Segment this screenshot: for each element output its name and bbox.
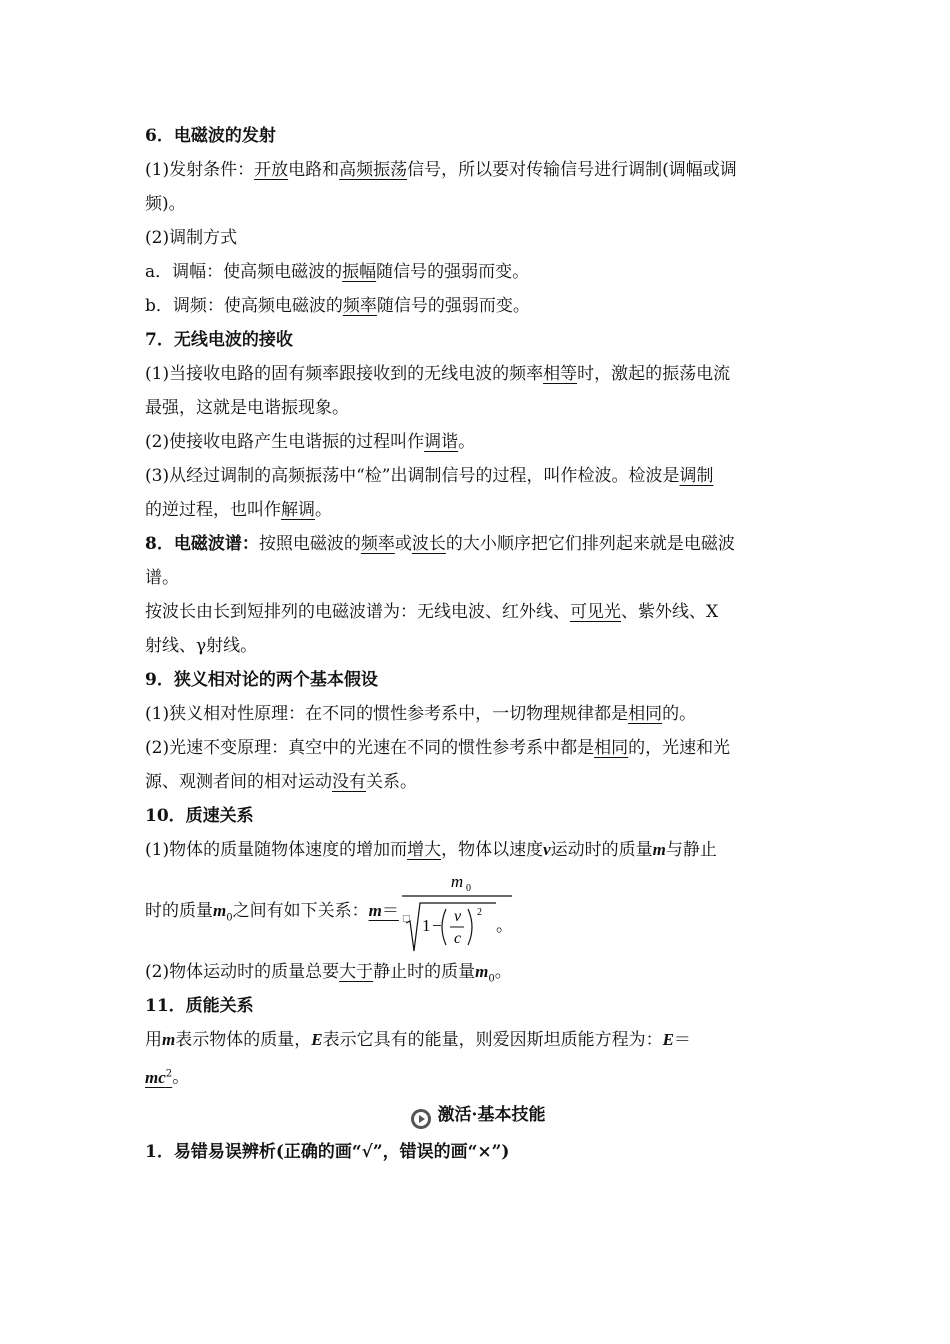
s6-item-a: a．调幅：使高频电磁波的振幅随信号的强弱而变。	[145, 262, 530, 282]
formula-end: 。	[496, 916, 513, 936]
s8-para2-cont: 射线、γ射线。	[145, 636, 258, 656]
s7-para1-cont: 最强，这就是电谐振现象。	[145, 398, 349, 418]
s9-para1: (1)狭义相对性原理：在不同的惯性参考系中，一切物理规律都是相同的。	[145, 704, 697, 724]
s6-para1: (1)发射条件：开放电路和高频振荡信号，所以要对传输信号进行调制(调幅或调	[145, 160, 737, 180]
ratio-exponent: 2	[477, 907, 482, 918]
s6-item-b: b．调频：使高频电磁波的频率随信号的强弱而变。	[145, 296, 530, 316]
section-7-title: 7．无线电波的接收	[145, 330, 293, 350]
s8-para2: 按波长由长到短排列的电磁波谱为：无线电波、红外线、可见光、紫外线、X	[145, 602, 719, 622]
s11-para: 用m表示物体的质量，E表示它具有的能量，则爱因斯坦质能方程为：E＝	[145, 1030, 691, 1050]
section-10-title: 10．质速关系	[145, 806, 254, 826]
activate-skills-heading	[145, 1095, 810, 1135]
s7-para1: (1)当接收电路的固有频率跟接收到的无线电波的频率相等时，激起的振荡电流	[145, 364, 731, 384]
play-circle-icon	[410, 1105, 432, 1127]
mass-velocity-formula-line	[145, 867, 810, 955]
section-6-title: 6．电磁波的发射	[145, 126, 276, 146]
section-11-title: 11．质能关系	[145, 996, 254, 1016]
s10-para1: (1)物体的质量随物体速度的增加而增大，物体以速度v运动时的质量m与静止	[145, 840, 717, 860]
formula-lead-text: 时的质量$m_0$之间有如下关系：m＝	[145, 901, 399, 924]
s11-para-cont: $mc^2$。	[145, 1067, 190, 1088]
mass-velocity-fraction	[400, 867, 515, 955]
ratio-v: v	[454, 908, 462, 925]
section-9-title: 9．狭义相对论的两个基本假设	[145, 670, 378, 690]
right-paren	[468, 909, 472, 945]
s7-para2: (2)使接收电路产生电谐振的过程叫作调谐。	[145, 432, 476, 452]
s9-para2-cont: 源、观测者间的相对运动没有关系。	[145, 772, 417, 792]
s6-para1-cont: 频)。	[145, 194, 186, 214]
section-8-title: 8．电磁波谱：	[145, 534, 259, 554]
s10-para2: (2)物体运动时的质量总要大于静止时的质量$m_0$。	[145, 962, 512, 985]
s8-para1-cont: 谱。	[145, 568, 179, 588]
document-body	[145, 119, 810, 1169]
left-paren	[442, 909, 446, 945]
s7-para3-cont: 的逆过程，也叫作解调。	[145, 500, 332, 520]
s7-para3: (3)从经过调制的高频振荡中“检”出调制信号的过程，叫作检波。检波是调制	[145, 466, 714, 486]
s9-para2: (2)光速不变原理：真空中的光速在不同的惯性参考系中都是相同的，光速和光	[145, 738, 731, 758]
root-index: □	[402, 914, 411, 924]
numerator-m: m	[450, 872, 464, 891]
s6-para2: (2)调制方式	[145, 228, 238, 248]
question-1: 1．易错易误辨析(正确的画“√”，错误的画“×”)	[145, 1142, 510, 1162]
numerator-sub: 0	[466, 883, 471, 894]
radicand-one: 1	[422, 916, 431, 935]
activate-skills-label: 激活·基本技能	[437, 1105, 546, 1125]
ratio-c: c	[454, 930, 462, 947]
radicand-minus: −	[432, 916, 442, 935]
s8-para1: 8．电磁波谱：按照电磁波的频率或波长的大小顺序把它们排列起来就是电磁波	[145, 534, 735, 554]
